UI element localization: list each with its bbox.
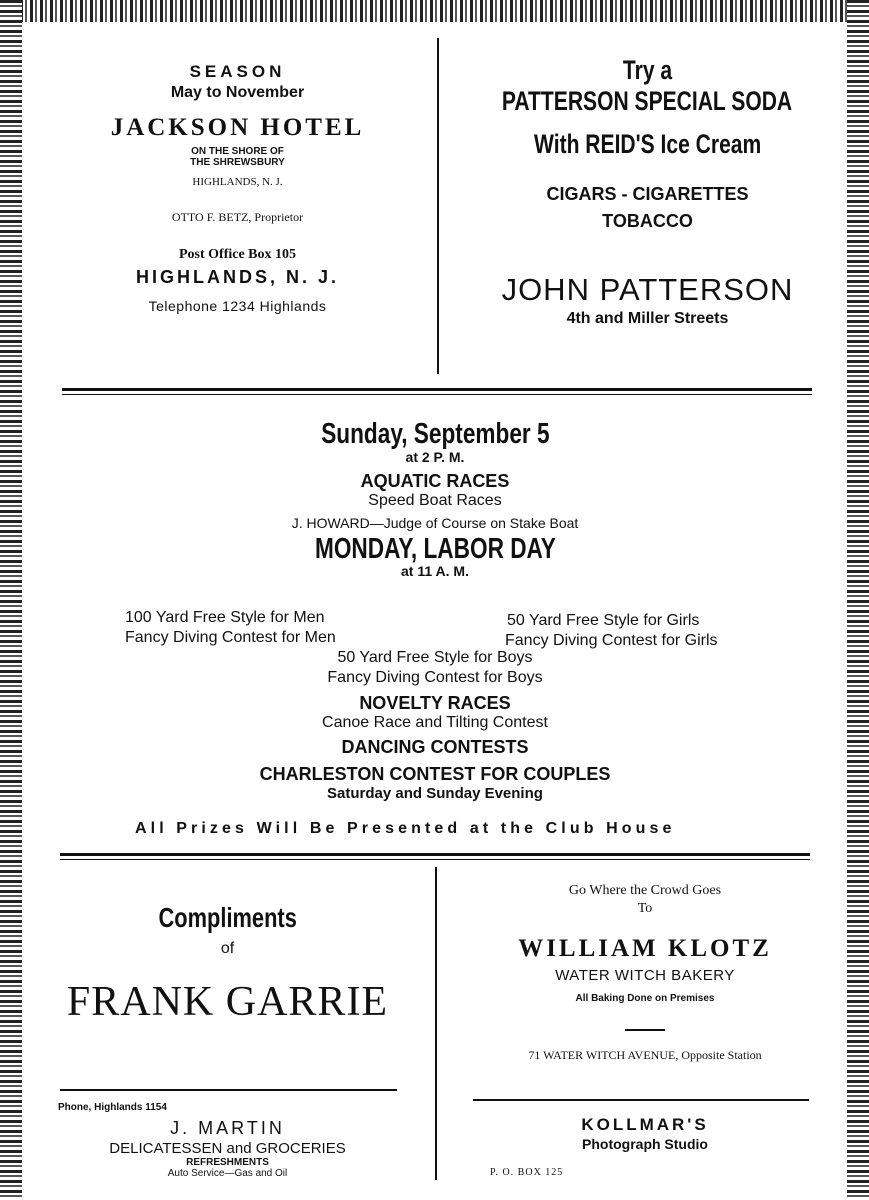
hotel-town-large: HIGHLANDS, N. J. <box>135 267 339 287</box>
klotz-address: 71 WATER WITCH AVENUE, Opposite Station <box>528 1048 762 1062</box>
charleston-contest: CHARLESTON CONTEST FOR COUPLES <box>259 764 611 784</box>
boys-free-style: 50 Yard Free Style for Boys <box>337 649 533 666</box>
klotz-ad <box>450 883 840 1063</box>
klotz-baking: All Baking Done on Premises <box>575 993 715 1004</box>
hotel-telephone: Telephone 1234 Highlands <box>148 298 327 314</box>
jackson-hotel-ad <box>60 62 415 314</box>
sunday-time: at 2 P. M. <box>405 449 465 465</box>
kollmar-studio: Photograph Studio <box>582 1136 708 1152</box>
bottom-column-divider <box>435 867 437 1180</box>
martin-deli: DELICATESSEN and GROCERIES <box>109 1140 346 1157</box>
martin-name: J. MARTIN <box>170 1118 285 1138</box>
monday-time: at 11 A. M. <box>401 563 469 579</box>
aquatic-races: AQUATIC RACES <box>360 471 510 491</box>
top-double-rule <box>62 388 812 395</box>
events-program <box>40 418 830 579</box>
girls-free-style: 50 Yard Free Style for Girls <box>507 612 700 629</box>
martin-ad <box>60 1118 395 1176</box>
men-free-style: 100 Yard Free Style for Men <box>125 609 325 626</box>
proprietor: OTTO F. BETZ, Proprietor <box>171 210 304 224</box>
sunday-heading: Sunday, September 5 <box>320 418 550 450</box>
saturday-sunday-evening: Saturday and Sunday Evening <box>327 785 543 802</box>
patterson-ad <box>450 55 845 328</box>
tobacco: TOBACCO <box>602 211 693 231</box>
crowd-line: Go Where the Crowd Goes <box>568 883 722 898</box>
patterson-address: 4th and Miller Streets <box>566 310 729 327</box>
top-column-divider <box>437 38 439 374</box>
decorative-border-top <box>0 0 869 22</box>
girls-diving: Fancy Diving Contest for Girls <box>505 632 718 649</box>
novelty-races: NOVELTY RACES <box>359 693 511 713</box>
martin-auto-service: Auto Service—Gas and Oil <box>167 1168 288 1176</box>
monday-heading: MONDAY, LABOR DAY <box>314 533 556 565</box>
boys-diving: Fancy Diving Contest for Boys <box>327 669 543 686</box>
girls-events <box>505 611 718 651</box>
season-label: SEASON <box>189 62 286 81</box>
shore-line-1: ON THE SHORE OF <box>191 146 284 157</box>
garrie-ad <box>40 902 415 1026</box>
events-program-lower <box>40 648 830 802</box>
klotz-name: WILLIAM KLOTZ <box>518 935 772 962</box>
kollmar-name: KOLLMAR'S <box>581 1115 709 1134</box>
martin-rule <box>60 1089 397 1091</box>
ice-cream: With REID'S Ice Cream <box>533 129 762 159</box>
shore-line-2: THE SHREWSBURY <box>190 157 285 168</box>
hotel-town: HIGHLANDS, N. J. <box>192 176 283 188</box>
bottom-double-rule <box>60 853 810 860</box>
hotel-name: JACKSON HOTEL <box>110 114 365 141</box>
garrie-name: FRANK GARRIE <box>66 979 389 1025</box>
season-dates: May to November <box>170 84 305 101</box>
men-diving: Fancy Diving Contest for Men <box>125 629 336 646</box>
klotz-short-rule <box>625 1029 665 1031</box>
decorative-border-right <box>847 0 869 1200</box>
speed-boat-races: Speed Boat Races <box>368 492 502 509</box>
compliments: Compliments <box>158 902 297 933</box>
prizes-notice: All Prizes Will Be Presented at the Club House <box>135 820 676 837</box>
kollmar-po-box: P. O. BOX 125 <box>490 1167 564 1178</box>
kollmar-ad <box>450 1115 840 1152</box>
canoe-race: Canoe Race and Tilting Contest <box>322 714 548 731</box>
men-events <box>125 608 336 648</box>
special-soda: PATTERSON SPECIAL SODA <box>502 86 793 116</box>
try-a-label: Try a <box>622 55 673 85</box>
judge-of-course: J. HOWARD—Judge of Course on Stake Boat <box>291 515 579 531</box>
kollmar-rule <box>473 1099 809 1101</box>
martin-refreshments: REFRESHMENTS <box>186 1157 269 1168</box>
decorative-border-left <box>0 0 22 1200</box>
post-office-box: Post Office Box 105 <box>178 247 297 262</box>
patterson-name: JOHN PATTERSON <box>501 272 794 307</box>
klotz-bakery: WATER WITCH BAKERY <box>555 967 735 984</box>
dancing-contests: DANCING CONTESTS <box>341 737 529 757</box>
crowd-to: To <box>637 901 653 916</box>
cigars-cigarettes: CIGARS - CIGARETTES <box>546 184 749 204</box>
compliments-of: of <box>220 940 235 957</box>
martin-phone: Phone, Highlands 1154 <box>58 1102 167 1113</box>
